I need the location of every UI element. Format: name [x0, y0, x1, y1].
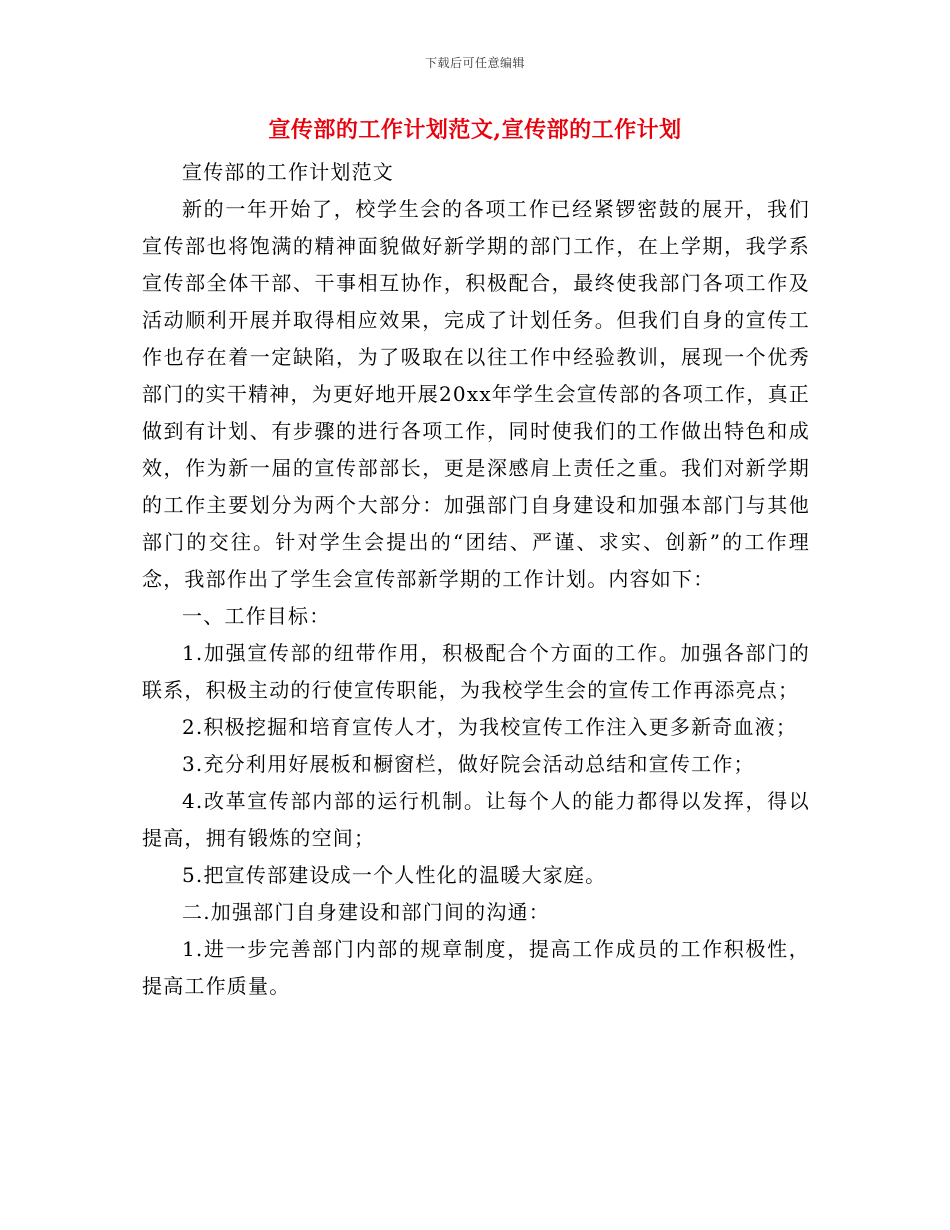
document-title: 宣传部的工作计划范文,宣传部的工作计划: [268, 117, 682, 143]
document-body: [142, 154, 810, 1005]
goal-item-1: 1.加强宣传部的纽带作用，积极配合个方面的工作。加强各部门的联系，积极主动的行使宣传职能，为我校学生会的宣传工作再添亮点；: [142, 641, 810, 702]
section-heading-goals: 一、工作目标：: [182, 604, 331, 628]
subtitle-paragraph: 宣传部的工作计划范文: [182, 160, 394, 184]
goal-item-3: 3.充分利用好展板和橱窗栏，做好院会活动总结和宣传工作；: [182, 752, 755, 776]
section-heading-communication: 二.加强部门自身建设和部门间的沟通：: [182, 900, 550, 924]
intro-paragraph: 新的一年开始了，校学生会的各项工作已经紧锣密鼓的展开，我们宣传部也将饱满的精神面貌做好新学期的部门工作，在上学期，我学系宣传部全体干部、干事相互协作，积极配合，最终使我部门各项工作及活动顺利开展并取得相应效果，完成了计划任务。但我们自身的宣传工作也存在着一定缺陷，为了吸取在以往工作中经验教训，展现一个优秀部门的实干精神，为更好地开展20xx年学生会宣传部的各项工作，真正做到有计划、有步骤的进行各项工作，同时使我们的工作做出特色和成效，作为新一届的宣传部部长，更是深感肩上责任之重。我们对新学期的工作主要划分为两个大部分：加强部门自身建设和加强本部门与其他部门的交往。针对学生会提出的“团结、严谨、求实、创新”的工作理念，我部作出了学生会宣传部新学期的工作计划。内容如下：: [142, 197, 810, 591]
goal-item-5: 5.把宣传部建设成一个人性化的温暖大家庭。: [182, 863, 607, 887]
header-note: 下载后可任意编辑: [424, 56, 525, 70]
goal-item-2: 2.积极挖掘和培育宣传人才，为我校宣传工作注入更多新奇血液；: [182, 715, 798, 739]
goal-item-4: 4.改革宣传部内部的运行机制。让每个人的能力都得以发挥，得以提高，拥有锻炼的空间；: [142, 789, 810, 850]
communication-item-1: 1.进一步完善部门内部的规章制度，提高工作成员的工作积极性，提高工作质量。: [142, 937, 810, 998]
